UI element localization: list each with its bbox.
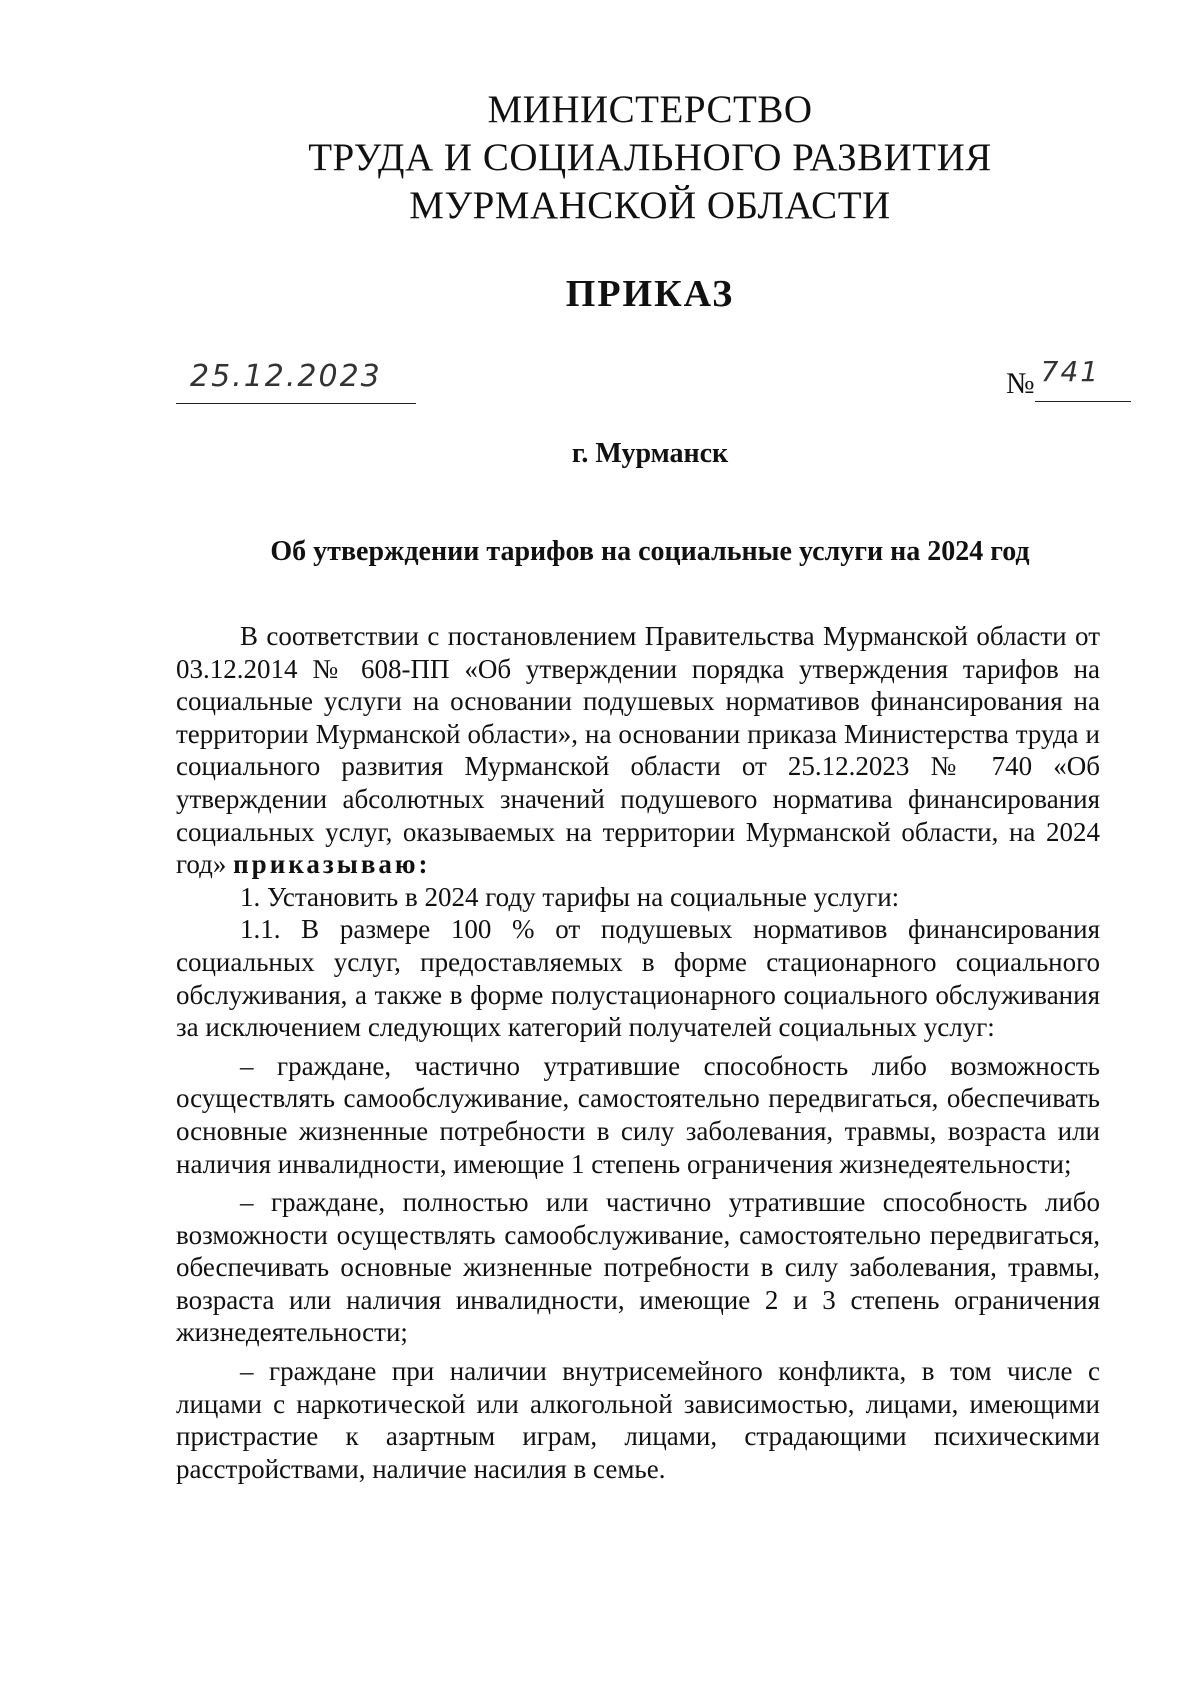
order-number-line [1035, 355, 1131, 402]
order-number-field [1006, 355, 1131, 402]
list-item: – граждане, полностью или частично утратившие способность либо возможности осуществлять самообслуживание, самостоятельно передвигаться, обеспечивать основные жизненные потребности в силу заболевания, травмы, возраста или наличия инвалидности, имеющие 2 и 3 степень ограничения жизнедеятельности; [176, 1187, 1100, 1348]
ministry-header [0, 86, 1200, 230]
order-word: приказываю: [233, 849, 431, 880]
city: г. Мурманск [571, 438, 729, 469]
number-sign: № [1006, 367, 1035, 400]
order-date: 25.12.2023 [190, 359, 382, 394]
document-subject: Об утверждении тарифов на социальные услуги на 2024 год [270, 536, 1030, 567]
preamble-paragraph [176, 620, 1100, 881]
preamble-text: В соответствии с постановлением Правительства Мурманской области от 03.12.2014 № 608-ПП «Об утверждении порядка утверждения тарифов на социальные услуги на основании подушевых нормативов финансирования на территории Мурманской области», на основании приказа Министерства труда и социального развития Мурманской области от 25.12.2023 № 740 «Об утверждении абсолютных значений подушевого норматива финансирования социальных услуг, оказываемых на территории Мурманской области, на 2024 год» [176, 621, 1100, 880]
list-item: – граждане при наличии внутрисемейного конфликта, в том числе с лицами с наркотической или алкогольной зависимостью, лицами, имеющими пристрастие к азартным играм, лицами, страдающими психическими расстройствами, наличие насилия в семье. [176, 1356, 1100, 1484]
ministry-line-2: ТРУДА И СОЦИАЛЬНОГО РАЗВИТИЯ [308, 136, 992, 179]
list-item: – граждане, частично утратившие способность либо возможность осуществлять самообслуживание, самостоятельно передвигаться, обеспечивать основные жизненные потребности в силу заболевания, травмы, возраста или наличия инвалидности, имеющие 1 степень ограничения жизнедеятельности; [176, 1050, 1100, 1179]
item-1-1: 1.1. В размере 100 % от подушевых нормативов финансирования социальных услуг, предоставляемых в форме стационарного социального обслуживания, а также в форме полустационарного социального обслуживания за исключением следующих категорий получателей социальных услуг: [176, 914, 1100, 1043]
document-type: ПРИКАЗ [565, 273, 735, 315]
order-date-field [176, 355, 416, 404]
document-body [176, 620, 1100, 1485]
order-number: 741 [1040, 355, 1101, 388]
ministry-line-1: МИНИСТЕРСТВО [487, 88, 813, 131]
item-1: 1. Установить в 2024 году тарифы на социальные услуги: [240, 881, 900, 912]
ministry-line-3: МУРМАНСКОЙ ОБЛАСТИ [409, 184, 891, 227]
